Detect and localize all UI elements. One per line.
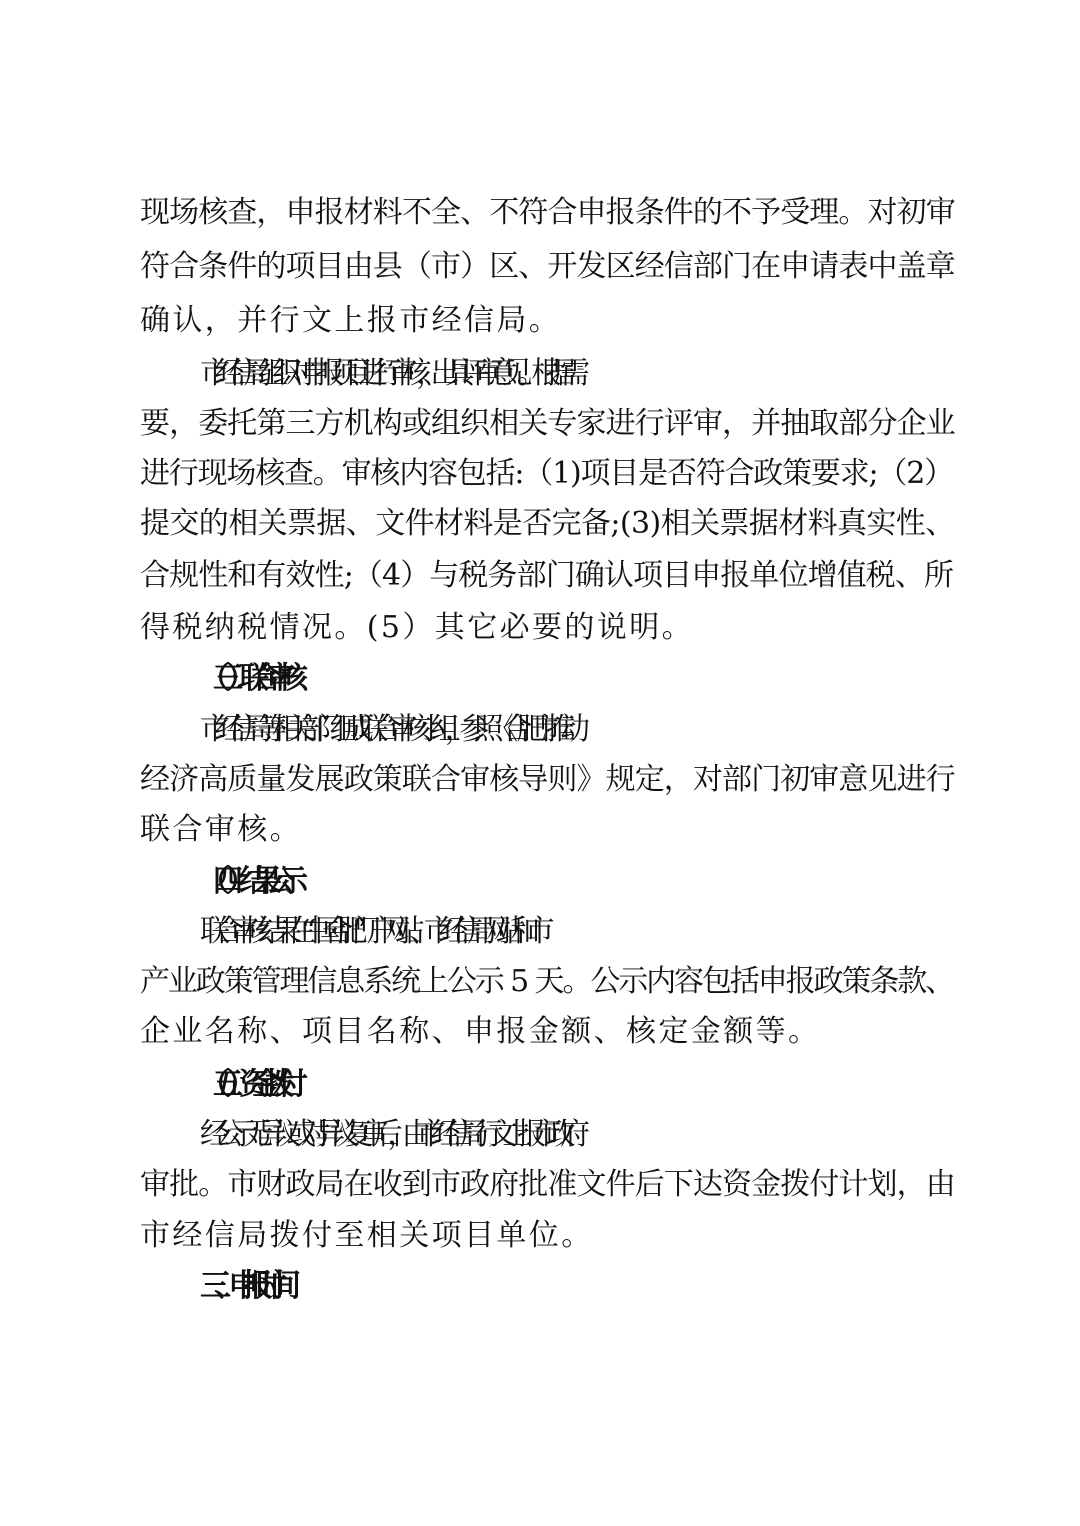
subsection-heading: （三）联合审核 bbox=[200, 661, 291, 696]
paragraph-line: 市经信局组织对申报项目进行审核，出具评审意见。根据需 bbox=[200, 356, 575, 391]
paragraph-line: 联合审核结果在“中国·合肥”门户网站、市经信局网站和市 bbox=[200, 914, 540, 949]
paragraph-line: 企业名称、项目名称、申报金额、核定金额等。 bbox=[140, 1014, 821, 1049]
paragraph-line: 产业政策管理信息系统上公示 5 天。公示内容包括申报政策条款、 bbox=[140, 964, 954, 999]
paragraph-line: 进行现场核查。审核内容包括:（1)项目是否符合政策要求;（2） bbox=[140, 456, 953, 491]
paragraph-line: 经公示无异议或对异议复审后，由市经信局行文上报市政府 bbox=[200, 1117, 575, 1152]
paragraph-line: 审批。市财政局在收到市政府批准文件后下达资金拨付计划，由 bbox=[140, 1167, 955, 1202]
paragraph-line: 市经信局等相关部门组成联合审核小组，参照《合肥市推动 bbox=[200, 712, 575, 747]
paragraph-line: 合规性和有效性;（4）与税务部门确认项目申报单位增值税、所 bbox=[140, 558, 954, 593]
subsection-heading: （五）资金拨付 bbox=[200, 1067, 291, 1102]
subsection-heading: （四）结果公示 bbox=[200, 864, 291, 899]
paragraph-line: 现场核查，申报材料不全、不符合申报条件的不予受理。对初审 bbox=[140, 195, 955, 230]
paragraph-line: 确认，并行文上报市经信局。 bbox=[140, 303, 562, 338]
section-heading: 三、申报时间 bbox=[200, 1268, 284, 1304]
paragraph-line: 联合审核。 bbox=[140, 812, 302, 847]
paragraph-line: 符合条件的项目由县（市）区、开发区经信部门在申请表中盖章 bbox=[140, 249, 955, 284]
paragraph-line: 市经信局拨付至相关项目单位。 bbox=[140, 1218, 594, 1253]
paragraph-line: 提交的相关票据、文件材料是否完备;(3)相关票据材料真实性、 bbox=[140, 506, 955, 541]
paragraph-line: 经济高质量发展政策联合审核导则》规定，对部门初审意见进行 bbox=[140, 762, 955, 797]
paragraph-line: 要，委托第三方机构或组织相关专家进行评审，并抽取部分企业 bbox=[140, 406, 955, 441]
paragraph-line: 得税纳税情况。(5）其它必要的说明。 bbox=[140, 610, 694, 645]
